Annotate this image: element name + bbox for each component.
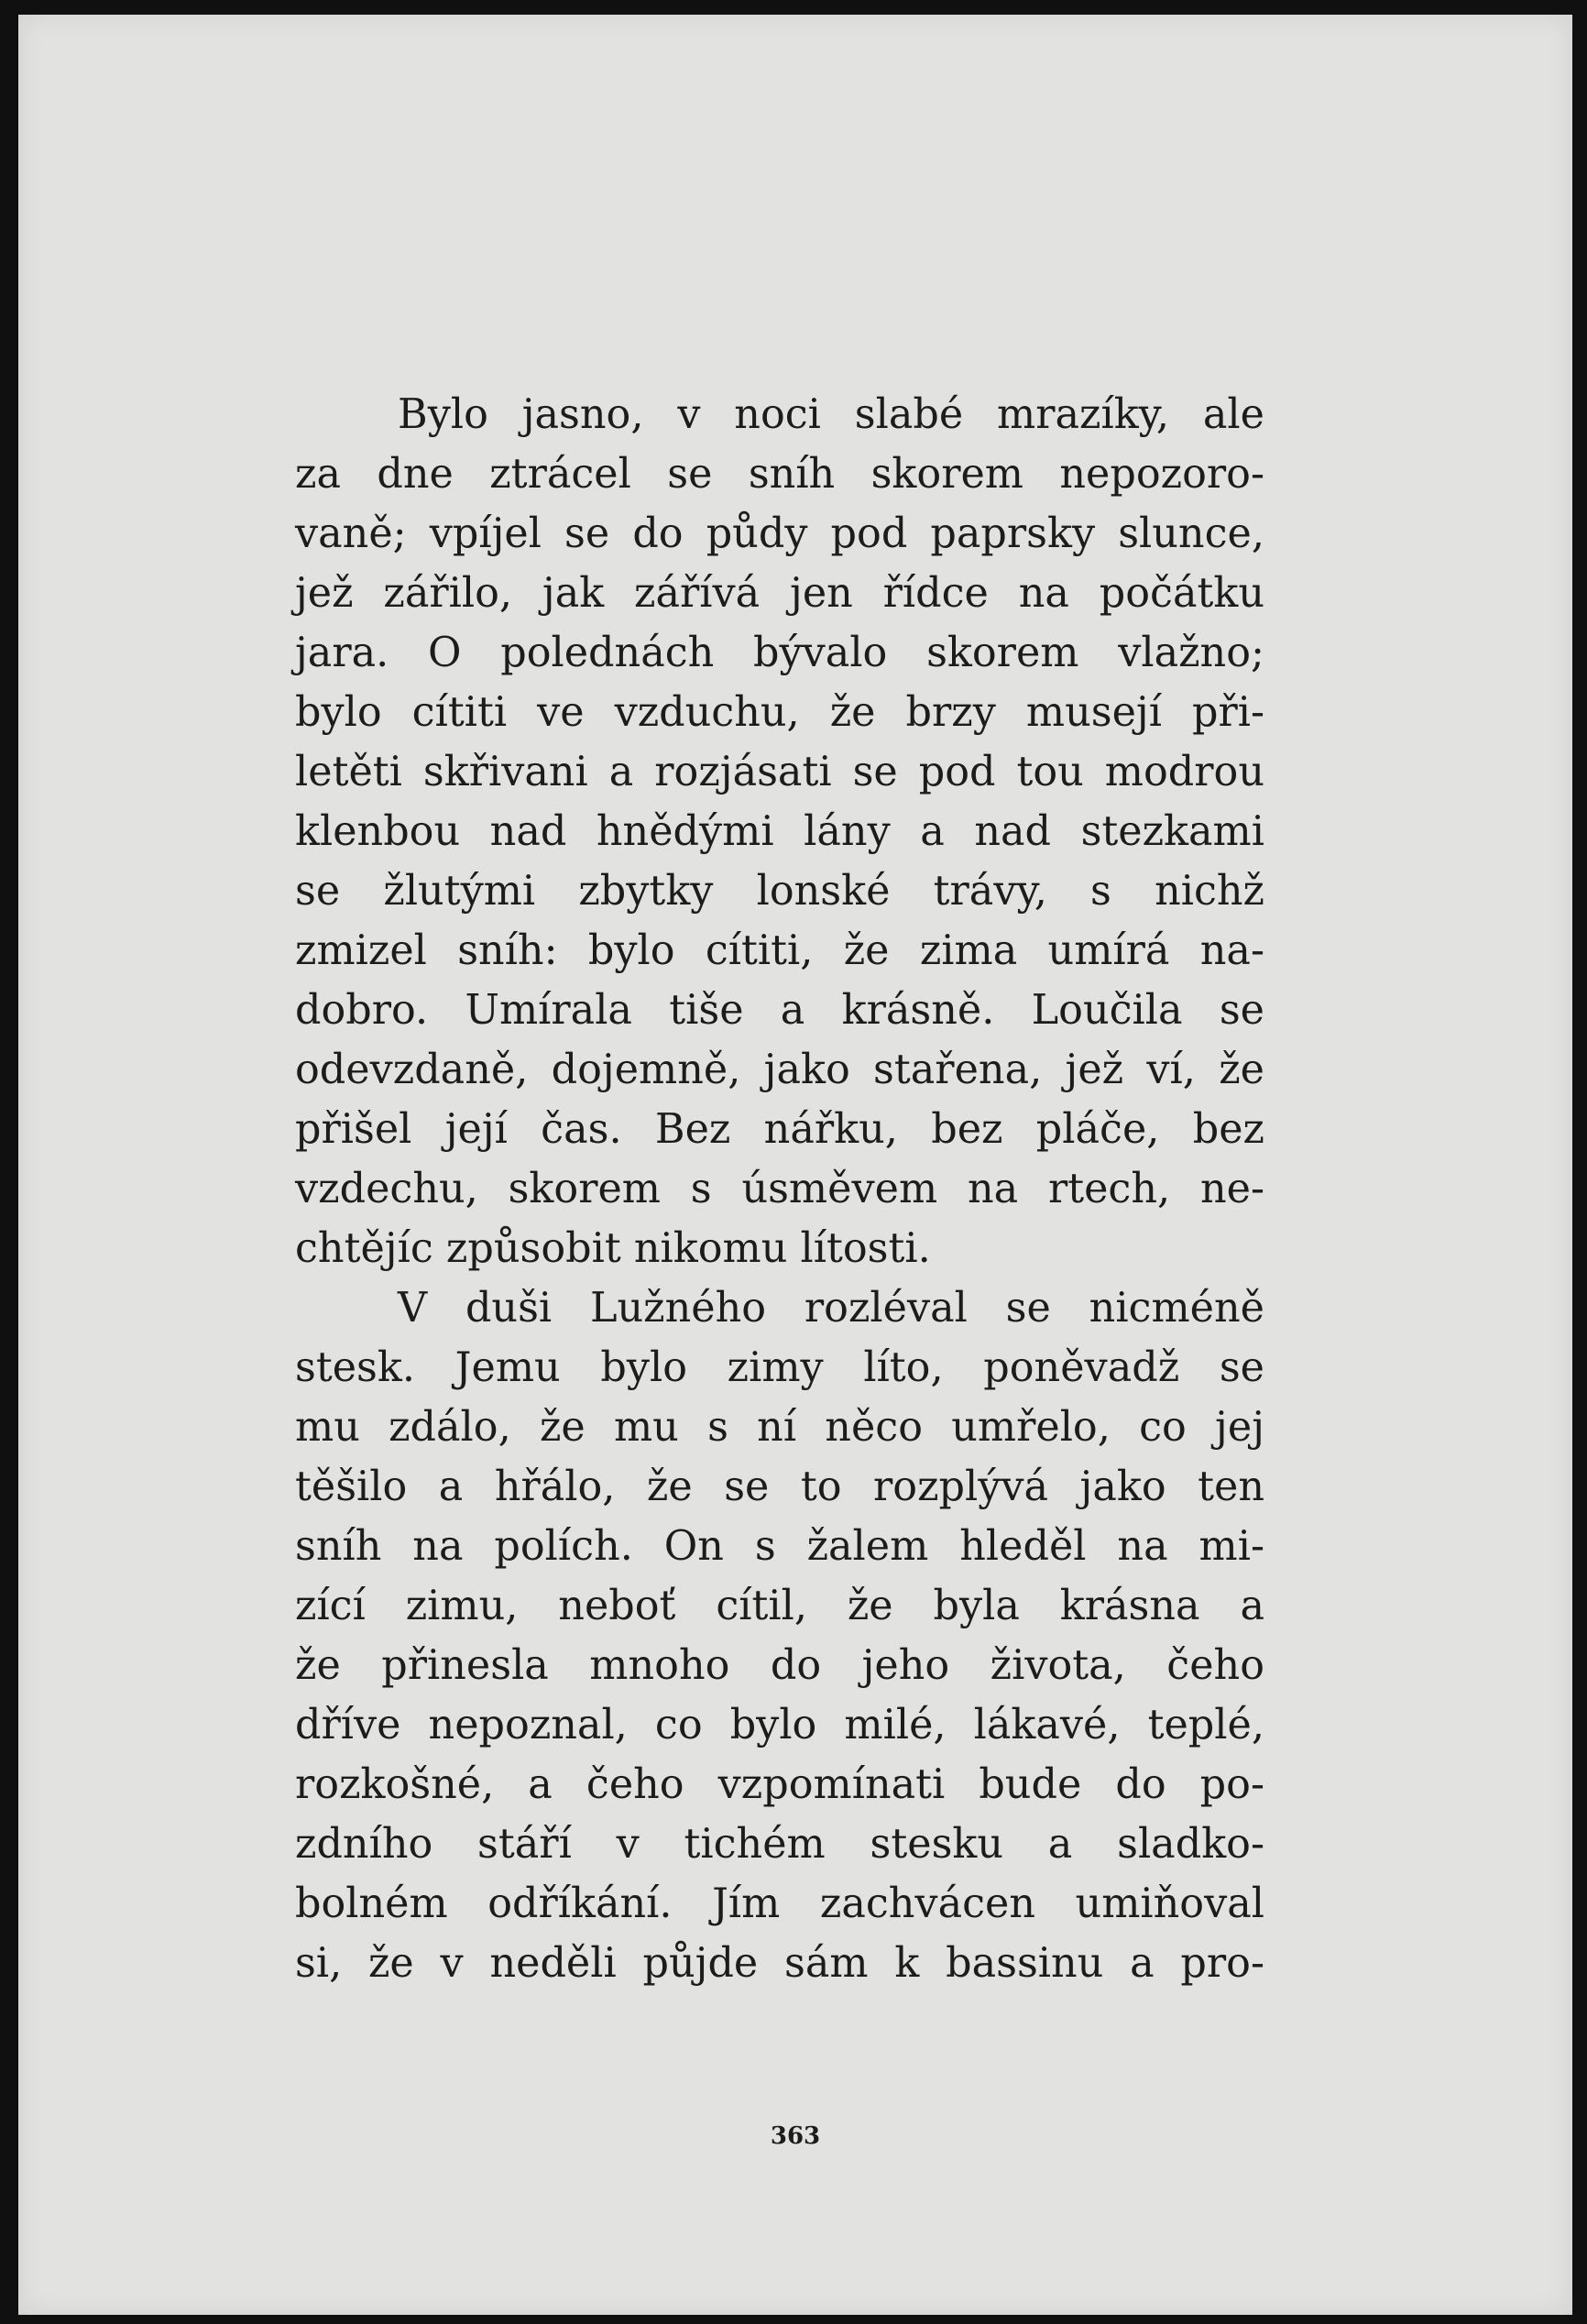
- text-line: zmizel sníh: bylo cítiti, že zima umírá na-: [295, 927, 1264, 974]
- text-line: stesk. Jemu bylo zimy líto, poněvadž se: [295, 1344, 1264, 1391]
- text-line: zící zimu, neboť cítil, že byla krásna a: [295, 1583, 1264, 1629]
- text-line: klenbou nad hnědými lány a nad stezkami: [295, 808, 1264, 855]
- text-line: zdního stáří v tichém stesku a sladko-: [295, 1821, 1264, 1868]
- text-line: těšilo a hřálo, že se to rozplývá jako ten: [295, 1463, 1264, 1510]
- text-line: dobro. Umírala tiše a krásně. Loučila se: [295, 987, 1264, 1034]
- text-line: jara. O polednách bývalo skorem vlažno;: [295, 630, 1264, 676]
- text-line: dříve nepoznal, co bylo milé, lákavé, teplé,: [295, 1702, 1264, 1748]
- text-line: přišel její čas. Bez nářku, bez pláče, bez: [295, 1106, 1264, 1153]
- text-line: chtějíc způsobit nikomu lítosti.: [295, 1225, 931, 1272]
- text-line: bolném odříkání. Jím zachvácen umiňoval: [295, 1880, 1264, 1927]
- text-line: V duši Lužného rozléval se nicméně: [398, 1285, 1264, 1332]
- text-line: mu zdálo, že mu s ní něco umřelo, co jej: [295, 1404, 1264, 1451]
- page-number: 363: [770, 2122, 821, 2150]
- text-line: vaně; vpíjel se do půdy pod paprsky slunce,: [295, 510, 1264, 557]
- text-line: bylo cítiti ve vzduchu, že brzy musejí při-: [295, 689, 1264, 736]
- text-line: za dne ztrácel se sníh skorem nepozoro-: [295, 451, 1264, 498]
- book-page: [18, 15, 1572, 2315]
- text-line: sníh na polích. On s žalem hleděl na mi-: [295, 1523, 1264, 1570]
- text-line: letěti skřivani a rozjásati se pod tou modrou: [295, 749, 1264, 795]
- text-line: Bylo jasno, v noci slabé mrazíky, ale: [398, 391, 1264, 438]
- text-line: jež zářilo, jak zářívá jen řídce na počátku: [295, 570, 1264, 617]
- text-line: vzdechu, skorem s úsměvem na rtech, ne-: [295, 1166, 1264, 1212]
- text-line: si, že v neděli půjde sám k bassinu a pro-: [295, 1940, 1264, 1987]
- body-text: [295, 385, 1264, 1993]
- text-line: že přinesla mnoho do jeho života, čeho: [295, 1642, 1264, 1689]
- text-line: odevzdaně, dojemně, jako stařena, jež ví, že: [295, 1047, 1264, 1093]
- text-line: rozkošné, a čeho vzpomínati bude do po-: [295, 1761, 1264, 1808]
- text-line: se žlutými zbytky lonské trávy, s nichž: [295, 868, 1264, 915]
